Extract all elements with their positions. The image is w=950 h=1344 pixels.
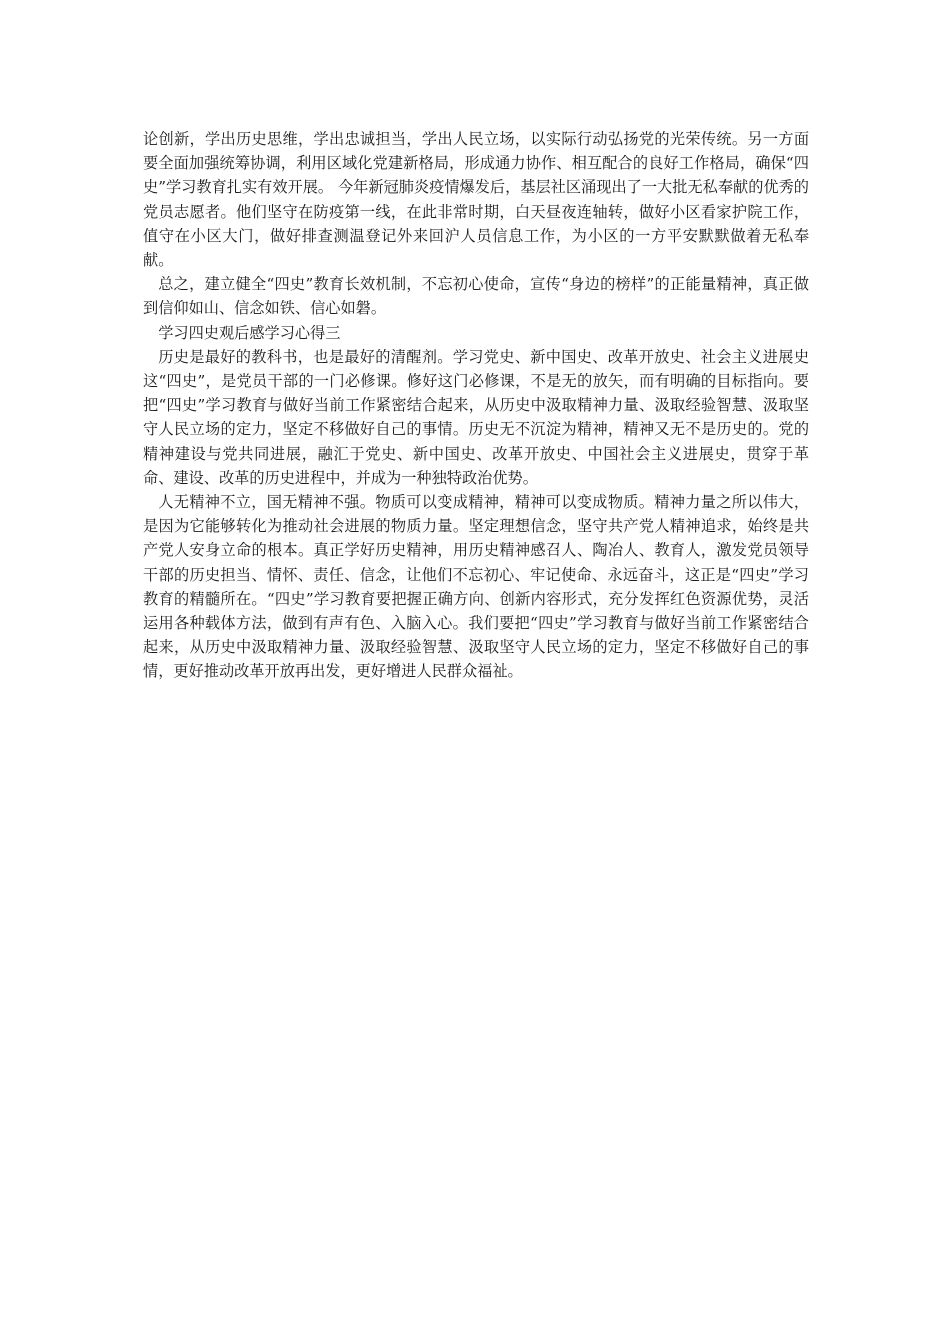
paragraph-history: 历史是最好的教科书，也是最好的清醒剂。学习党史、新中国史、改革开放史、社会主义进展史这“四史”，是党员干部的一门必修课。修好这门必修课，不是无的放矢，而有明确的目标指向。要把“四史”学习教育与做好当前工作紧密结合起来，从历史中汲取精神力量、汲取经验智慧、汲取坚守人民立场的定力，坚定不移做好自己的事情。历史无不沉淀为精神，精神又无不是历史的。党的精神建设与党共同进展，融汇于党史、新中国史、改革开放史、中国社会主义进展史，贯穿于革命、建设、改革的历史进程中，并成为一种独特政治优势。 — [143, 347, 809, 487]
paragraph-summary: 总之，建立健全“四史”教育长效机制，不忘初心使命，宣传“身边的榜样”的正能量精神，真正做到信仰如山、信念如铁、信心如磐。 — [143, 275, 809, 318]
document-body — [143, 127, 809, 684]
paragraph-continuation: 论创新，学出历史思维，学出忠诚担当，学出人民立场，以实际行动弘扬党的光荣传统。另一方面要全面加强统筹协调，利用区域化党建新格局，形成通力协作、相互配合的良好工作格局，确保“四史”学习教育扎实有效开展。 今年新冠肺炎疫情爆发后，基层社区涌现出了一大批无私奉献的优秀的党员志愿者。他们坚守在防疫第一线，在此非常时期，白天昼夜连轴转，做好小区看家护院工作，值守在小区大门，做好排查测温登记外来回沪人员信息工作，为小区的一方平安默默做着无私奉献。 — [143, 130, 809, 270]
paragraph-spirit: 人无精神不立，国无精神不强。物质可以变成精神，精神可以变成物质。精神力量之所以伟大，是因为它能够转化为推动社会进展的物质力量。坚定理想信念，坚守共产党人精神追求，始终是共产党人安身立命的根本。真正学好历史精神，用历史精神感召人、陶冶人、教育人，激发党员领导干部的历史担当、情怀、责任、信念，让他们不忘初心、牢记使命、永远奋斗，这正是“四史”学习教育的精髓所在。“四史”学习教育要把握正确方向、创新内容形式，充分发挥红色资源优势，灵活运用各种载体方法，做到有声有色、入脑入心。我们要把“四史”学习教育与做好当前工作紧密结合起来，从历史中汲取精神力量、汲取经验智慧、汲取坚守人民立场的定力，坚定不移做好自己的事情，更好推动改革开放再出发，更好增进人民群众福祉。 — [143, 493, 809, 681]
section-heading: 学习四史观后感学习心得三 — [158, 323, 341, 342]
